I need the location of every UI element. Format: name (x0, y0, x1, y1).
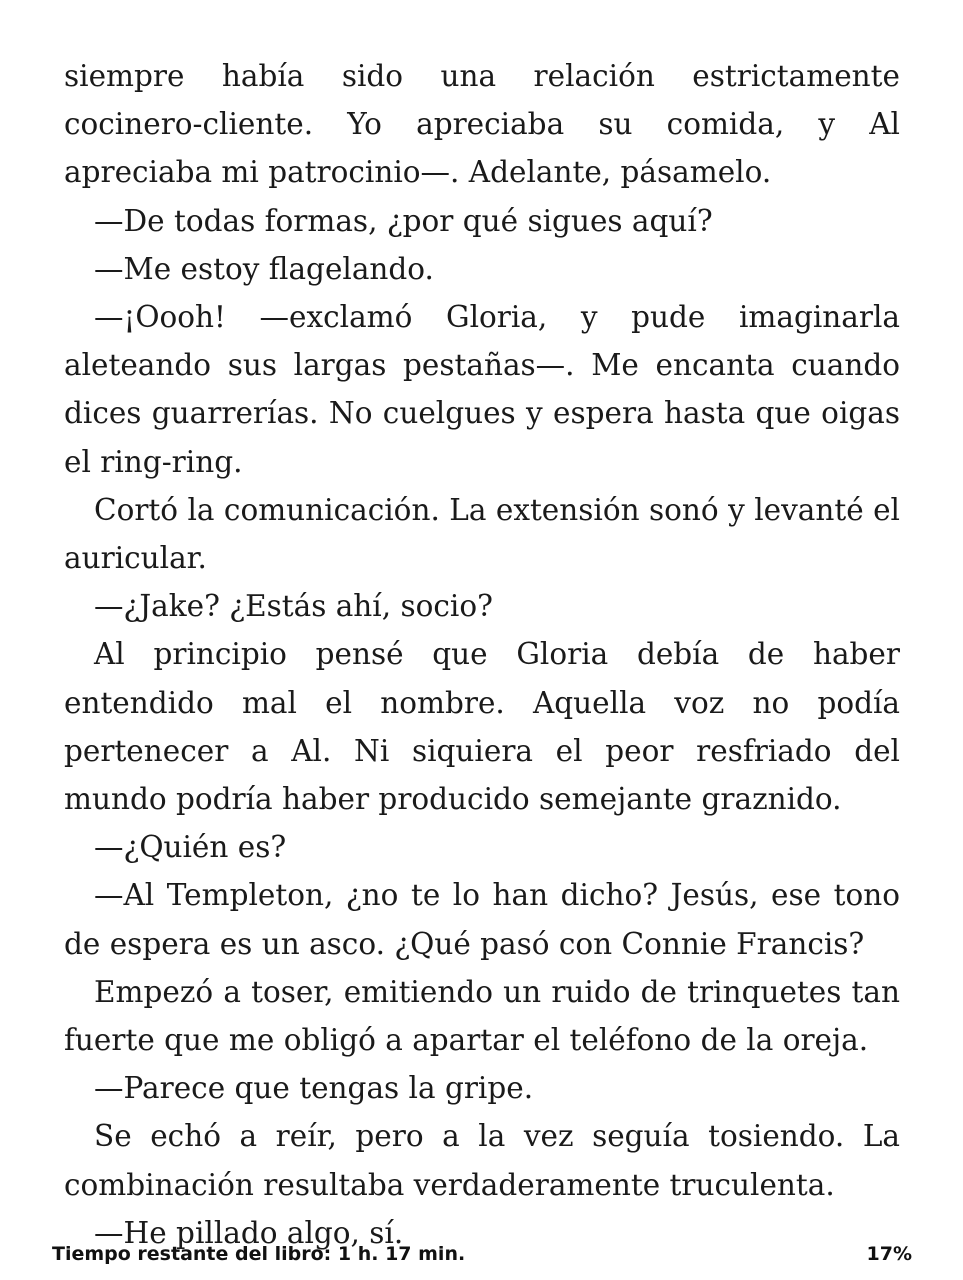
paragraph: Empezó a toser, emitiendo un ruido de trinquetes tan fuerte que me obligó a apartar el teléfono de la oreja. (64, 974, 900, 1058)
reading-progress-footer[interactable] (52, 1240, 912, 1268)
time-remaining-label[interactable]: Tiempo restante del libro: 1 h. 17 min. (52, 1243, 466, 1265)
paragraph: —Al Templeton, ¿no te lo han dicho? Jesús, ese tono de espera es un asco. ¿Qué pasó con Connie Francis? (64, 878, 900, 961)
paragraph: —De todas formas, ¿por qué sigues aquí? (94, 203, 713, 238)
paragraph: —He pillado algo, sí. (94, 1215, 404, 1250)
paragraph: Al principio pensé que Gloria debía de haber entendido mal el nombre. Aquella voz no podía pertenecer a Al. Ni siquiera el peor resfriado del mundo podría haber producido semejante graznido. (64, 637, 900, 817)
progress-percent: 17% (866, 1243, 912, 1265)
paragraph: —¿Quién es? (94, 830, 287, 865)
paragraph: —Me estoy flagelando. (94, 251, 434, 286)
paragraph: Se echó a reír, pero a la vez seguía tosiendo. La combinación resultaba verdaderamente truculenta. (64, 1119, 900, 1202)
paragraph: —Parece que tengas la gripe. (94, 1071, 534, 1106)
paragraph: —¿Jake? ¿Estás ahí, socio? (94, 589, 493, 624)
book-text (64, 52, 900, 1257)
paragraph: Cortó la comunicación. La extensión sonó y levanté el auricular. (64, 492, 900, 576)
paragraph: siempre había sido una relación estrictamente cocinero-cliente. Yo apreciaba su comida, y Al apreciaba mi patrocinio—. Adelante, pásamelo. (64, 59, 900, 190)
paragraph: —¡Oooh! —exclamó Gloria, y pude imaginarla aleteando sus largas pestañas—. Me encanta cuando dices guarrerías. No cuelgues y espera hasta que oigas el ring-ring. (64, 300, 900, 479)
